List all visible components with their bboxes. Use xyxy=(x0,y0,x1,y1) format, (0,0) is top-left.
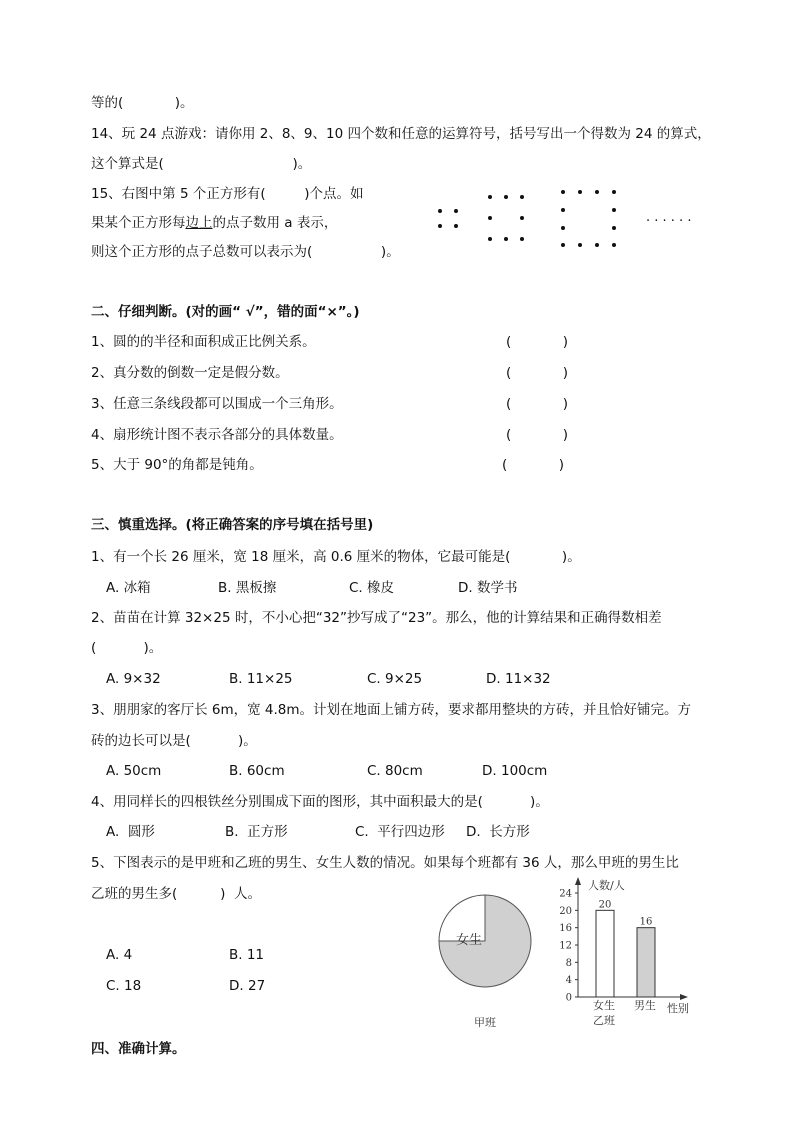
dot xyxy=(488,195,492,199)
judge-blank-1[interactable]: ( ) xyxy=(506,334,569,350)
y-tick-label: 4 xyxy=(565,975,572,987)
q4-option-d[interactable]: D. 长方形 xyxy=(466,824,530,840)
judge-blank-5[interactable]: ( ) xyxy=(502,457,565,473)
choice-q4: 4、用同样长的四根铁丝分别围成下面的图形，其中面积最大的是( )。 xyxy=(91,794,549,810)
dot xyxy=(561,243,565,247)
dot xyxy=(561,190,565,194)
judge-item-3: 3、任意三条线段都可以围成一个三角形。 xyxy=(91,396,343,412)
q2-option-a[interactable]: A. 9×32 xyxy=(106,671,161,687)
question-14-line-2: 这个算式是( )。 xyxy=(91,156,312,172)
ellipsis: · · · · · · xyxy=(646,214,692,229)
dot xyxy=(504,237,508,241)
q1-option-b[interactable]: B. 黑板擦 xyxy=(218,580,277,596)
dot xyxy=(561,226,565,230)
judge-item-2: 2、真分数的倒数一定是假分数。 xyxy=(91,365,289,381)
dot xyxy=(438,224,442,228)
y-axis-label: 人数/人 xyxy=(588,879,625,892)
choice-q3-line-1: 3、朋朋家的客厅长 6m，宽 4.8m。计划在地面上铺方砖，要求都用整块的方砖，并且恰好铺完。方 xyxy=(91,702,692,718)
y-tick-label: 20 xyxy=(559,905,572,917)
dot xyxy=(438,209,442,213)
q5-option-c[interactable]: C. 18 xyxy=(106,978,142,994)
judge-item-1: 1、圆的的半径和面积成正比例关系。 xyxy=(91,334,316,350)
dot xyxy=(520,237,524,241)
y-tick-label: 16 xyxy=(559,923,572,935)
bar-chart-class-yi xyxy=(552,874,702,1034)
x-tick-girls: 女生 xyxy=(593,999,615,1012)
dot xyxy=(454,209,458,213)
x-axis-arrow xyxy=(680,994,688,1000)
dot xyxy=(612,226,616,230)
dot xyxy=(520,216,524,220)
q3-option-d[interactable]: D. 100cm xyxy=(482,763,548,779)
section-4-title: 四、准确计算。 xyxy=(91,1041,186,1057)
dot xyxy=(488,237,492,241)
choice-q5-line-2: 乙班的男生多( ) 人。 xyxy=(91,886,262,902)
choice-q2-line-1: 2、苗苗在计算 32×25 时，不小心把“32”抄写成了“23”。那么，他的计算结果和正确得数相差 xyxy=(91,610,662,626)
y-tick-label: 12 xyxy=(559,940,572,952)
question-14-line-1: 14、玩 24 点游戏：请你用 2、8、9、10 四个数和任意的运算符号，括号写出一个得数为 24 的算式， xyxy=(91,126,711,142)
q5-option-d[interactable]: D. 27 xyxy=(229,978,266,994)
line-1: 等的( )。 xyxy=(91,95,194,111)
q1-option-d[interactable]: D. 数学书 xyxy=(458,580,518,596)
q3-option-c[interactable]: C. 80cm xyxy=(367,763,423,779)
dot xyxy=(612,190,616,194)
choice-q1: 1、有一个长 26 厘米，宽 18 厘米，高 0.6 厘米的物体，它最可能是( )。 xyxy=(91,549,581,565)
y-tick-label: 0 xyxy=(565,992,572,1004)
q2-option-c[interactable]: C. 9×25 xyxy=(367,671,423,687)
judge-item-5: 5、大于 90°的角都是钝角。 xyxy=(91,457,263,473)
q1-option-c[interactable]: C. 橡皮 xyxy=(349,580,395,596)
q3-option-a[interactable]: A. 50cm xyxy=(106,763,162,779)
bar-girls xyxy=(596,910,614,997)
q4-option-a[interactable]: A. 圆形 xyxy=(106,824,155,840)
x-tick-boys: 男生 xyxy=(634,999,656,1012)
dot xyxy=(578,190,582,194)
y-tick-label: 24 xyxy=(559,888,572,900)
judge-blank-3[interactable]: ( ) xyxy=(506,396,569,412)
judge-blank-4[interactable]: ( ) xyxy=(506,427,569,443)
choice-q2-line-2: ( )。 xyxy=(91,640,163,656)
q3-option-b[interactable]: B. 60cm xyxy=(229,763,285,779)
question-15-line-3: 则这个正方形的点子总数可以表示为( )。 xyxy=(91,244,400,260)
q2-option-b[interactable]: B. 11×25 xyxy=(229,671,293,687)
q5-option-b[interactable]: B. 11 xyxy=(229,947,265,963)
q2-option-d[interactable]: D. 11×32 xyxy=(486,671,551,687)
bar-girls-value-label: 20 xyxy=(598,899,612,911)
judge-item-4: 4、扇形统计图不表示各部分的具体数量。 xyxy=(91,427,343,443)
dot xyxy=(561,208,565,212)
dot xyxy=(595,190,599,194)
section-3-title: 三、慎重选择。(将正确答案的序号填在括号里) xyxy=(91,517,374,533)
pie-label-girls: 女生 xyxy=(455,933,483,948)
q5-option-a[interactable]: A. 4 xyxy=(106,947,133,963)
section-2-title: 二、仔细判断。(对的画“ √”，错的面“×”。) xyxy=(91,304,360,320)
q1-option-a[interactable]: A. 冰箱 xyxy=(106,580,151,596)
choice-q5-line-1: 5、下图表示的是甲班和乙班的男生、女生人数的情况。如果每个班都有 36 人，那么甲班的男生比 xyxy=(91,855,679,871)
bar-boys xyxy=(637,928,655,997)
question-15-line-1: 15、右图中第 5 个正方形有( )个点。如 xyxy=(91,186,364,202)
dot xyxy=(612,243,616,247)
bar-boys-value-label: 16 xyxy=(639,916,653,928)
y-axis-arrow xyxy=(575,877,581,885)
dot xyxy=(595,243,599,247)
dot xyxy=(488,216,492,220)
bar-chart-title: 乙班 xyxy=(593,1014,615,1027)
judge-blank-2[interactable]: ( ) xyxy=(506,365,569,381)
choice-q3-line-2: 砖的边长可以是( )。 xyxy=(91,733,257,749)
pie-title: 甲班 xyxy=(474,1016,496,1029)
dot xyxy=(504,195,508,199)
x-axis-label: 性别 xyxy=(667,1002,689,1015)
dot xyxy=(520,195,524,199)
dot xyxy=(454,224,458,228)
question-15-line-2: 果某个正方形每边上的点子数用 a 表示， xyxy=(91,215,338,231)
dot xyxy=(612,208,616,212)
pie-chart-class-jia xyxy=(430,894,540,1034)
dot xyxy=(578,243,582,247)
q4-option-c[interactable]: C. 平行四边形 xyxy=(355,824,445,840)
q4-option-b[interactable]: B. 正方形 xyxy=(225,824,288,840)
y-tick-label: 8 xyxy=(565,957,572,969)
